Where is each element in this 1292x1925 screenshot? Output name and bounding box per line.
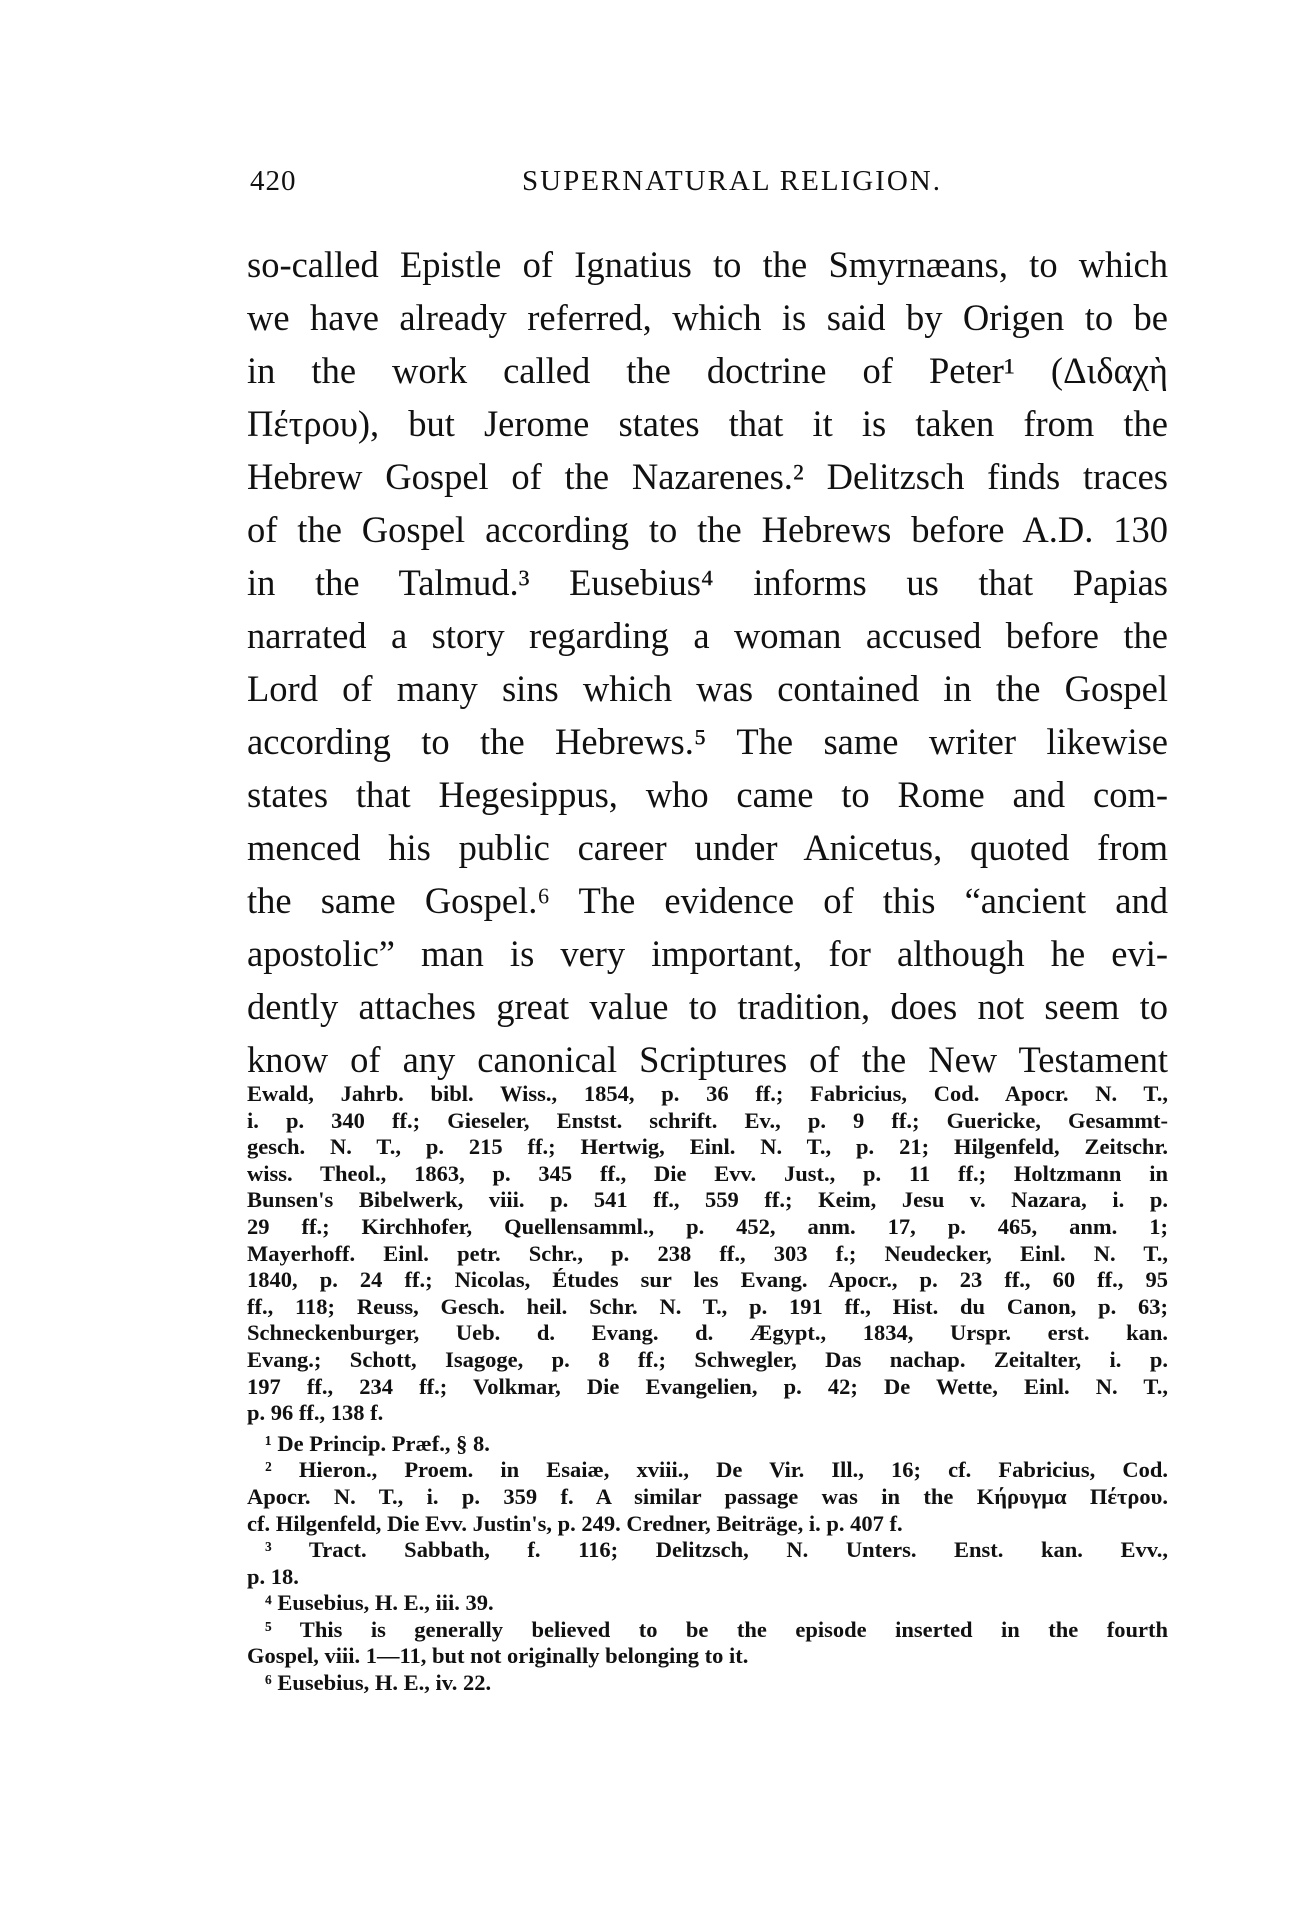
footnote-5-line: Gospel, viii. 1—11, but not originally belonging to it. (247, 1643, 749, 1669)
body-line: in the Talmud.³ Eusebius⁴ informs us that Papias (247, 562, 1168, 603)
body-line: so-called Epistle of Ignatius to the Smyrnæans, to which (247, 244, 1168, 285)
body-line: menced his public career under Anicetus, quoted from (247, 827, 1168, 868)
continued-note-line: Ewald, Jahrb. bibl. Wiss., 1854, p. 36 ff.; Fabricius, Cod. Apocr. N. T., (247, 1081, 1168, 1106)
footnote-5: ⁵ This is generally believed to be the episode inserted in the fourth (265, 1616, 1168, 1642)
body-line: know of any canonical Scriptures of the New Testament (247, 1039, 1168, 1080)
page-header (248, 165, 1168, 205)
continued-note-line: 1840, p. 24 ff.; Nicolas, Études sur les Evang. Apocr., p. 23 ff., 60 ff., 95 (247, 1267, 1168, 1293)
body-line: dently attaches great value to tradition, does not seem to (247, 986, 1168, 1027)
body-line: of the Gospel according to the Hebrews before A.D. 130 (247, 509, 1168, 550)
footnote-2: ² Hieron., Proem. in Esaiæ, xviii., De Vir. Ill., 16; cf. Fabricius, Cod. (265, 1457, 1168, 1483)
continued-note-line: gesch. N. T., p. 215 ff.; Hertwig, Einl. N. T., p. 21; Hilgenfeld, Zeitschr. (247, 1134, 1168, 1160)
continued-note-line: 197 ff., 234 ff.; Volkmar, Die Evangelien, p. 42; De Wette, Einl. N. T., (247, 1373, 1168, 1399)
body-line: we have already referred, which is said by Origen to be (247, 297, 1168, 338)
running-head: SUPERNATURAL RELIGION. (522, 165, 942, 197)
footnote-4: ⁴ Eusebius, H. E., iii. 39. (265, 1590, 494, 1616)
continued-note-line: Schneckenburger, Ueb. d. Evang. d. Ægypt., 1834, Urspr. erst. kan. (247, 1320, 1168, 1346)
body-line: the same Gospel.⁶ The evidence of this “ancient and (247, 880, 1168, 921)
body-line: Πέτρου), but Jerome states that it is taken from the (247, 403, 1168, 444)
footnote-6: ⁶ Eusebius, H. E., iv. 22. (265, 1670, 492, 1696)
body-line: apostolic” man is very important, for although he evi- (247, 933, 1168, 974)
body-line: narrated a story regarding a woman accused before the (247, 615, 1168, 656)
body-line: in the work called the doctrine of Peter¹ (Διδαχὴ (247, 350, 1168, 391)
main-text (247, 238, 1168, 1086)
footnote-3: ³ Tract. Sabbath, f. 116; Delitzsch, N. Unters. Enst. kan. Evv., (265, 1537, 1168, 1563)
footnotes (247, 1081, 1168, 1697)
footnote-1: ¹ De Princip. Præf., § 8. (265, 1430, 490, 1456)
continued-note-line: ff., 118; Reuss, Gesch. heil. Schr. N. T., p. 191 ff., Hist. du Canon, p. 63; (247, 1293, 1168, 1319)
body-line: according to the Hebrews.⁵ The same writer likewise (247, 721, 1168, 762)
continued-note-line: Mayerhoff. Einl. petr. Schr., p. 238 ff., 303 f.; Neudecker, Einl. N. T., (247, 1240, 1168, 1266)
continued-note-line: Bunsen's Bibelwerk, viii. p. 541 ff., 559 ff.; Keim, Jesu v. Nazara, i. p. (247, 1187, 1168, 1213)
continued-note-line: i. p. 340 ff.; Gieseler, Enstst. schrift. Ev., p. 9 ff.; Guericke, Gesammt- (247, 1107, 1168, 1133)
body-line: Hebrew Gospel of the Nazarenes.² Delitzsch finds traces (247, 456, 1168, 497)
footnote-2-line: Apocr. N. T., i. p. 359 f. A similar passage was in the Κήρυγμα Πέτρου. (247, 1483, 1168, 1509)
continued-note-line: 29 ff.; Kirchhofer, Quellensamml., p. 452, anm. 17, p. 465, anm. 1; (247, 1213, 1168, 1239)
continued-note-line: p. 96 ff., 138 f. (247, 1400, 384, 1426)
footnote-2-line: cf. Hilgenfeld, Die Evv. Justin's, p. 249. Credner, Beiträge, i. p. 407 f. (247, 1510, 903, 1536)
continued-note-line: Evang.; Schott, Isagoge, p. 8 ff.; Schwegler, Das nachap. Zeitalter, i. p. (247, 1346, 1168, 1372)
continued-note-line: wiss. Theol., 1863, p. 345 ff., Die Evv. Just., p. 11 ff.; Holtzmann in (247, 1160, 1168, 1186)
body-line: states that Hegesippus, who came to Rome and com- (247, 774, 1168, 815)
body-line: Lord of many sins which was contained in the Gospel (247, 668, 1168, 709)
page-number: 420 (250, 165, 297, 197)
footnote-3-line: p. 18. (247, 1563, 299, 1589)
